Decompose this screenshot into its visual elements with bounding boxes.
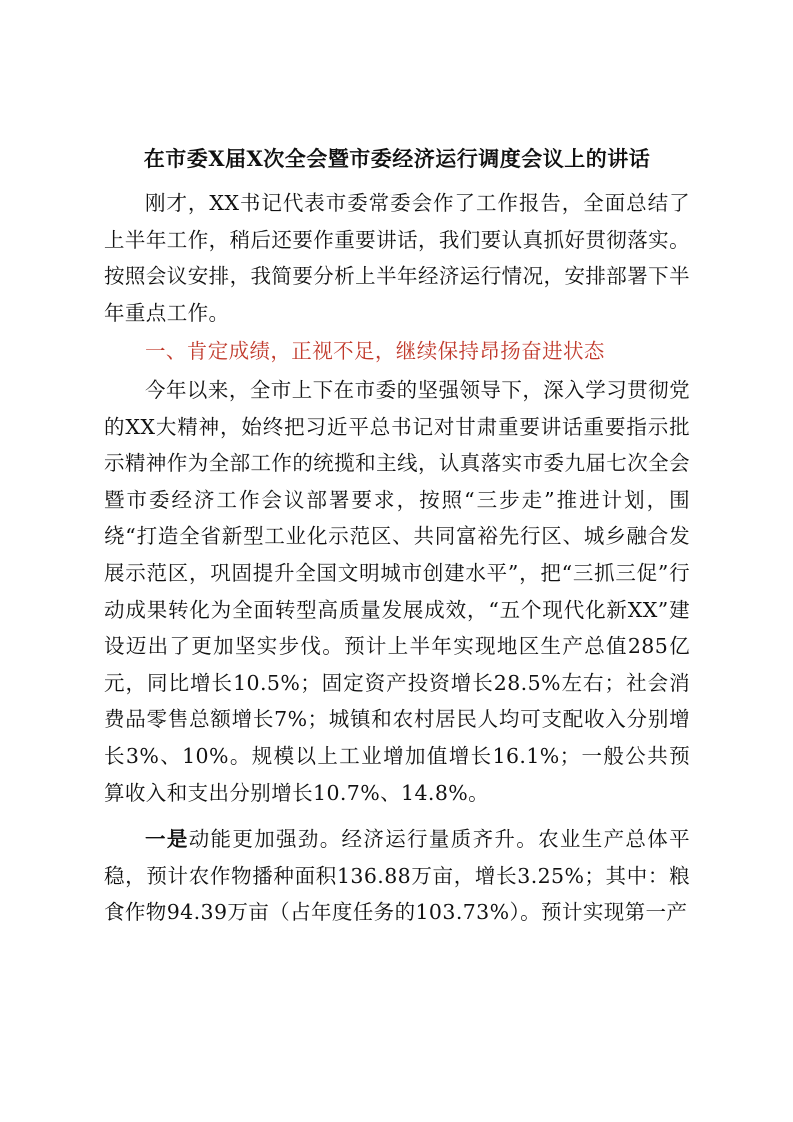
paragraph-gap <box>104 811 690 821</box>
section-heading-1: 一、肯定成绩，正视不足，继续保持昂扬奋进状态 <box>145 339 605 364</box>
document-body <box>104 144 690 931</box>
point-1-lead: 一是 <box>145 827 189 852</box>
document-title: 在市委X届X次全会暨市委经济运行调度会议上的讲话 <box>143 146 651 171</box>
section-1-paragraph: 今年以来，全市上下在市委的坚强领导下，深入学习贯彻党的XX大精神，始终把习近平总书记对甘肃重要讲话重要指示批示精神作为全部工作的统揽和主线，认真落实市委九届七次全会暨市委经济工作会议部署要求，按照“三步走”推进计划，围绕“打造全省新型工业化示范区、共同富裕先行区、城乡融合发展示范区，巩固提升全国文明城市创建水平”，把“三抓三促”行动成果转化为全面转型高质量发展成效，“五个现代化新XX”建设迈出了更加坚实步伐。预计上半年实现地区生产总值285亿元，同比增长10.5%；固定资产投资增长28.5%左右；社会消费品零售总额增长7%；城镇和农村居民人均可支配收入分别增长3%、10%。规模以上工业增加值增长16.1%；一般公共预算收入和支出分别增长10.7%、14.8%。 <box>104 377 690 805</box>
point-1-text: 动能更加强劲。经济运行量质齐升。农业生产总体平稳，预计农作物播种面积136.88万亩，增长3.25%；其中：粮食作物94.39万亩（占年度任务的103.73%）。预计实现第一产 <box>104 827 690 925</box>
point-1-paragraph <box>104 821 690 931</box>
intro-paragraph: 刚才，XX书记代表市委常委会作了工作报告，全面总结了上半年工作，稍后还要作重要讲话，我们要认真抓好贯彻落实。按照会议安排，我简要分析上半年经济运行情况，安排部署下半年重点工作。 <box>104 191 690 325</box>
